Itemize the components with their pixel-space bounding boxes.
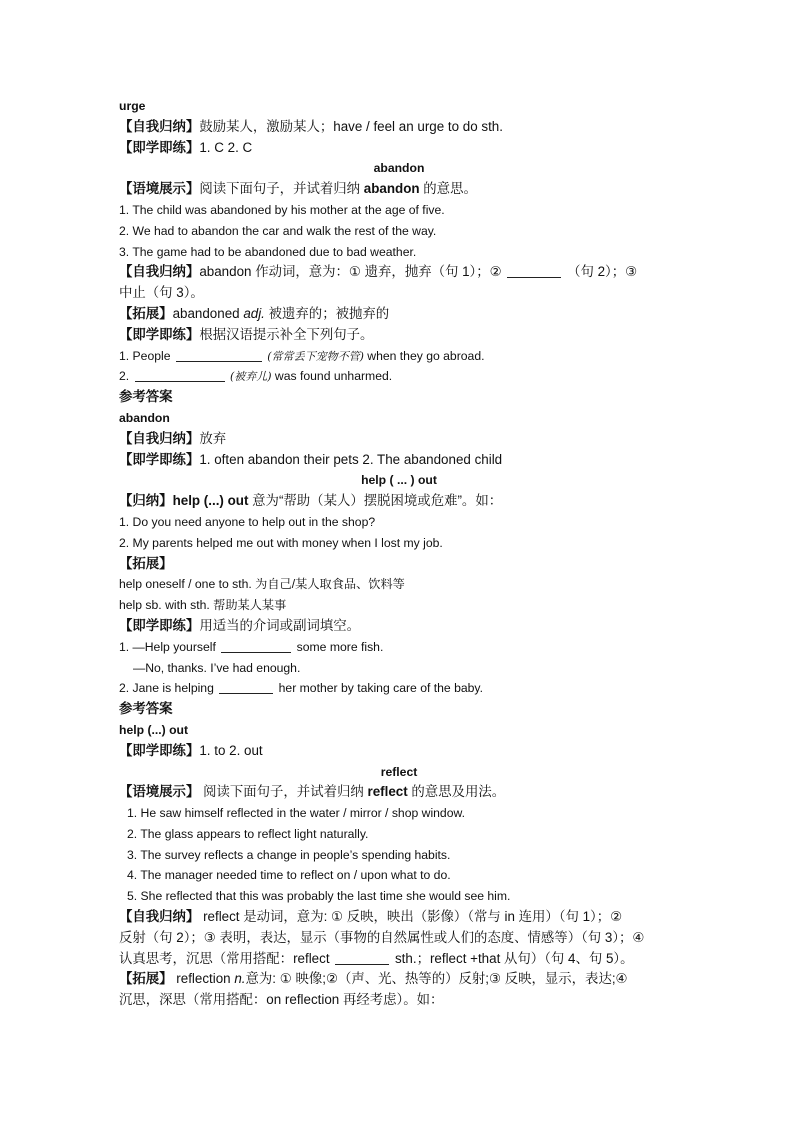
help-question-1-reply: —No, thanks. I’ve had enough. bbox=[133, 660, 301, 675]
extend-abandon: 【拓展】abandoned adj. 被遗弃的；被抛弃的 bbox=[119, 305, 390, 321]
extend-help-2: help sb. with sth. 帮助某人某事 bbox=[119, 598, 287, 613]
heading-reflect: reflect bbox=[380, 764, 418, 779]
extend-reflect-1: 【拓展】 reflection n.意为: ① 映像;②（声、光、热等的）反射;③ 反映，显示，表达;④ bbox=[119, 971, 628, 987]
practice-help: 【即学即练】用适当的介词或副词填空。 bbox=[119, 617, 361, 633]
summary-abandon-cont: 中止（句 3）。 bbox=[119, 285, 204, 301]
blank-reflect-collocation[interactable] bbox=[335, 951, 389, 965]
extend-help-1: help oneself / one to sth. 为自己/某人取食品、饮料等 bbox=[119, 577, 405, 592]
heading-urge: urge bbox=[119, 99, 146, 113]
reflect-example-4: 4. The manager needed time to reflect on / upon what to do. bbox=[127, 868, 451, 883]
answer-abandon-word: abandon bbox=[119, 410, 170, 425]
reflect-example-2: 2. The glass appears to reflect light naturally. bbox=[127, 826, 369, 841]
abandon-example-3: 3. The game had to be abandoned due to bad weather. bbox=[119, 244, 417, 259]
heading-help-out: help ( ... ) out bbox=[361, 473, 437, 488]
blank-abandon-q1[interactable] bbox=[176, 348, 262, 362]
answer-abandon-summary: 【自我归纳】放弃 bbox=[119, 430, 227, 446]
practice-urge: 【即学即练】1. C 2. C bbox=[119, 139, 253, 155]
answer-help-practice: 【即学即练】1. to 2. out bbox=[119, 742, 263, 758]
blank-abandon-meaning[interactable] bbox=[507, 264, 561, 278]
summary-reflect-2: 反射（句 2）；③ 表明，表达，显示（事物的自然属性或人们的态度、情感等）（句 3）；④ bbox=[119, 929, 645, 945]
context-abandon: 【语境展示】阅读下面句子，并试着归纳 abandon 的意思。 bbox=[119, 181, 477, 197]
blank-abandon-q2[interactable] bbox=[135, 368, 225, 382]
summary-urge: 【自我归纳】鼓励某人，激励某人；have / feel an urge to do sth. bbox=[119, 118, 503, 134]
extend-help-label: 【拓展】 bbox=[119, 555, 173, 571]
blank-help-q2[interactable] bbox=[219, 680, 273, 694]
practice-abandon: 【即学即练】根据汉语提示补全下列句子。 bbox=[119, 326, 374, 342]
abandon-example-2: 2. We had to abandon the car and walk the rest of the way. bbox=[119, 223, 437, 238]
help-question-2: 2. Jane is helping her mother by taking care of the baby. bbox=[119, 681, 484, 696]
summary-reflect-1: 【自我归纳】 reflect 是动词，意为: ① 反映，映出（影像）（常与 in 连用）（句 1）；② bbox=[119, 909, 623, 925]
reflect-example-5: 5. She reflected that this was probably the last time she would see him. bbox=[127, 889, 511, 904]
help-question-1: 1. —Help yourself some more fish. bbox=[119, 639, 384, 654]
heading-abandon: abandon bbox=[373, 161, 425, 176]
answer-help-title: 参考答案 bbox=[119, 701, 173, 717]
blank-help-q1[interactable] bbox=[221, 639, 291, 653]
abandon-example-1: 1. The child was abandoned by his mother at the age of five. bbox=[119, 202, 445, 217]
reflect-example-1: 1. He saw himself reflected in the water / mirror / shop window. bbox=[127, 806, 466, 821]
worksheet-page bbox=[119, 96, 679, 1011]
abandon-question-1: 1. People (常常丢下宠物不管) when they go abroad. bbox=[119, 348, 485, 363]
help-example-2: 2. My parents helped me out with money when I lost my job. bbox=[119, 535, 443, 550]
answer-abandon-title: 参考答案 bbox=[119, 389, 173, 405]
reflect-example-3: 3. The survey reflects a change in people’s spending habits. bbox=[127, 847, 451, 862]
answer-help-word: help (...) out bbox=[119, 722, 189, 737]
abandon-question-2: 2. (被弃儿) was found unharmed. bbox=[119, 369, 393, 384]
summary-reflect-3: 认真思考，沉思（常用搭配：reflect sth.；reflect +that 从句）（句 4、句 5）。 bbox=[119, 950, 634, 966]
help-example-1: 1. Do you need anyone to help out in the shop? bbox=[119, 514, 376, 529]
answer-abandon-practice: 【即学即练】1. often abandon their pets 2. The abandoned child bbox=[119, 451, 503, 467]
context-reflect: 【语境展示】 阅读下面句子，并试着归纳 reflect 的意思及用法。 bbox=[119, 784, 506, 800]
extend-reflect-2: 沉思，深思（常用搭配：on reflection 再经考虑）。如： bbox=[119, 992, 444, 1008]
summary-abandon: 【自我归纳】abandon 作动词，意为：① 遗弃，抛弃（句 1）；② （句 2）；③ bbox=[119, 264, 638, 280]
summary-help: 【归纳】help (...) out 意为“帮助（某人）摆脱困境或危难”。如： bbox=[119, 493, 503, 509]
